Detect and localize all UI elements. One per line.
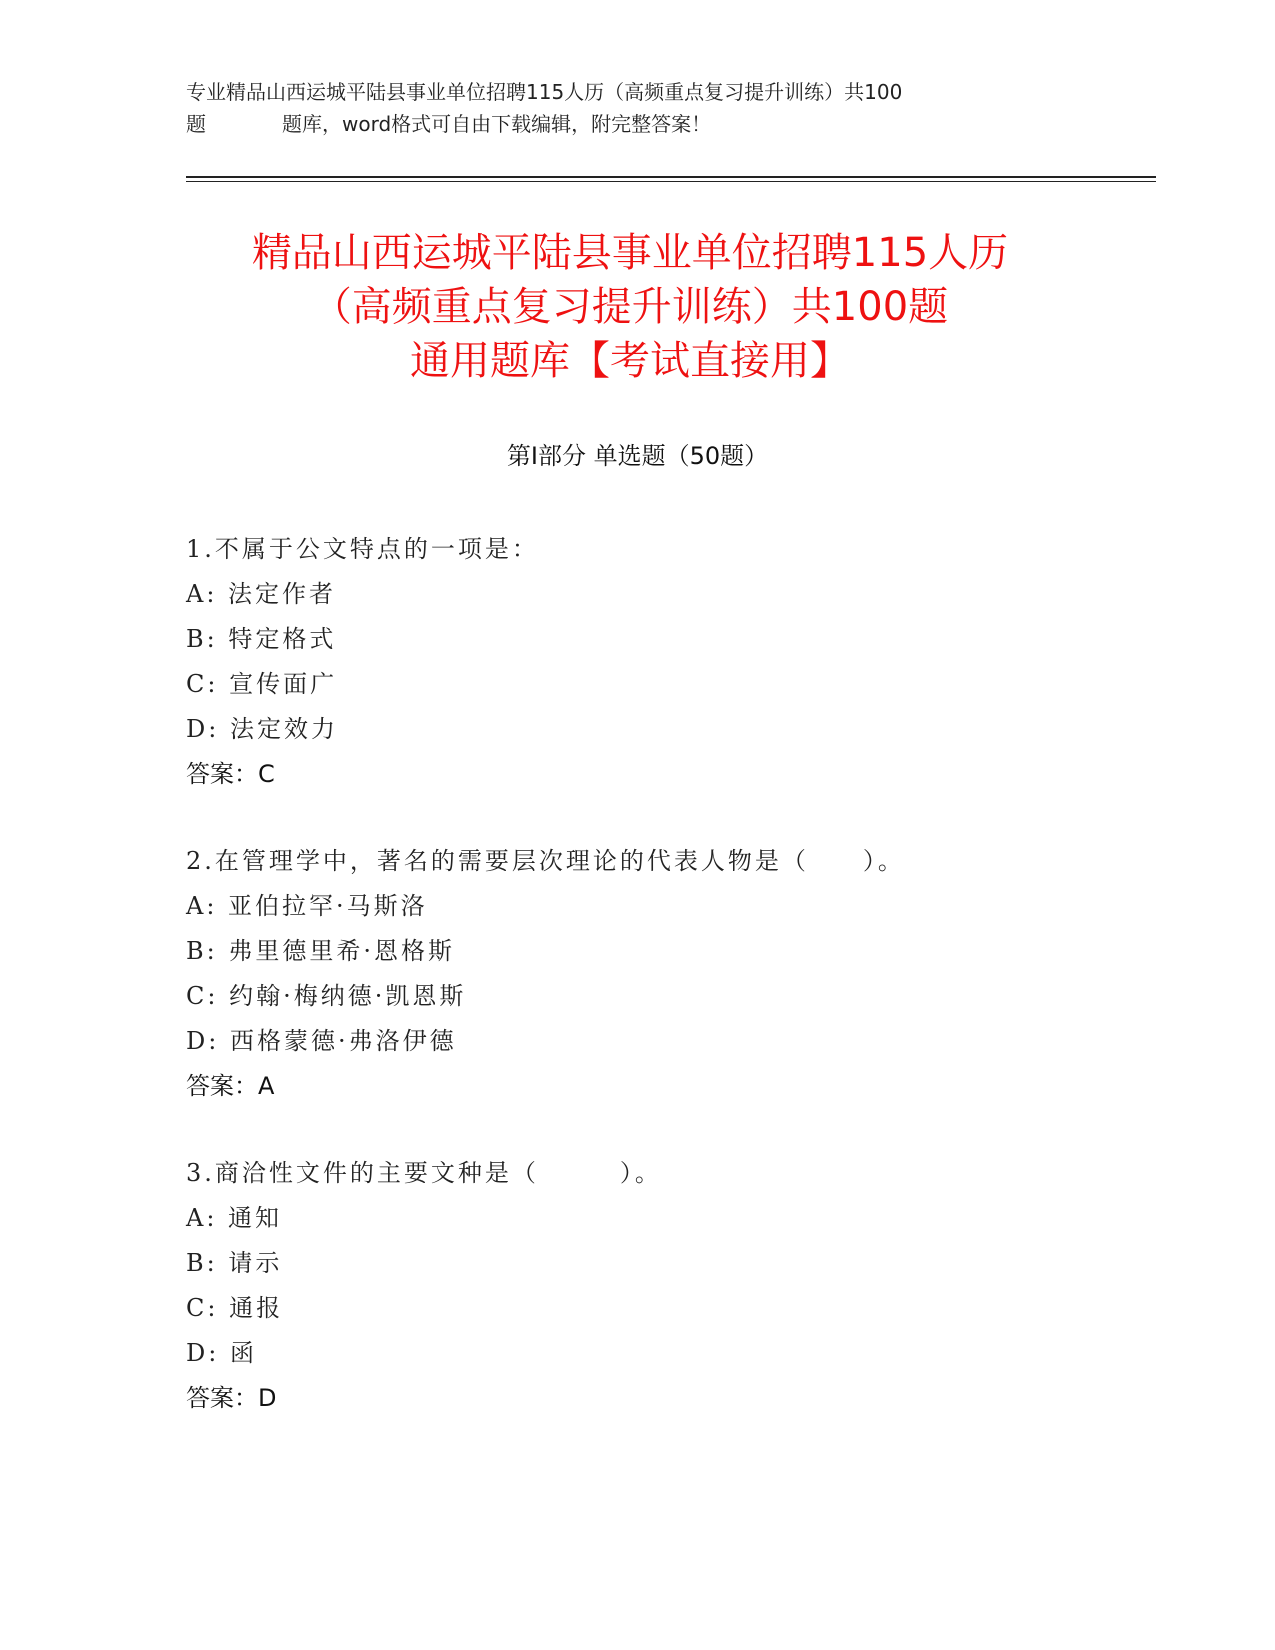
question-1 <box>186 527 1136 797</box>
header-note-line2-start: 题 <box>186 112 206 136</box>
option-a: A: 法定作者 <box>186 580 337 608</box>
question-stem: 1.不属于公文特点的一项是： <box>186 535 539 563</box>
header-note-line2-rest: 题库，word格式可自由下载编辑，附完整答案！ <box>282 112 712 136</box>
header-divider-thick <box>186 176 1156 178</box>
title-line-1: 精品山西运城平陆县事业单位招聘115人历 <box>251 230 1009 276</box>
answer: 答案：A <box>186 1072 275 1100</box>
question-stem: 3.商洽性文件的主要文种是（ ）。 <box>186 1159 662 1187</box>
question-stem: 2.在管理学中，著名的需要层次理论的代表人物是（ ）。 <box>186 847 905 875</box>
option-c: C: 通报 <box>186 1294 284 1322</box>
document-title <box>160 226 1100 388</box>
option-b: B: 特定格式 <box>186 625 337 653</box>
option-c: C: 宣传面广 <box>186 670 338 698</box>
title-line-3: 通用题库【考试直接用】 <box>410 338 850 384</box>
option-a: A: 亚伯拉罕·马斯洛 <box>186 892 428 920</box>
option-c: C: 约翰·梅纳德·凯恩斯 <box>186 982 467 1010</box>
option-b: B: 弗里德里希·恩格斯 <box>186 937 455 965</box>
answer: 答案：C <box>186 760 275 788</box>
option-b: B: 请示 <box>186 1249 283 1277</box>
title-line-2: （高频重点复习提升训练）共100题 <box>311 284 949 330</box>
header-divider-thin <box>186 181 1156 182</box>
question-3 <box>186 1151 1136 1421</box>
option-d: D: 法定效力 <box>186 715 338 743</box>
option-d: D: 函 <box>186 1339 257 1367</box>
answer: 答案：D <box>186 1384 277 1412</box>
header-note-line1: 专业精品山西运城平陆县事业单位招聘115人历（高频重点复习提升训练）共100 <box>186 80 903 104</box>
option-a: A: 通知 <box>186 1204 283 1232</box>
question-2 <box>186 839 1136 1109</box>
question-list <box>186 527 1136 1463</box>
option-d: D: 西格蒙德·弗洛伊德 <box>186 1027 457 1055</box>
section-heading: 第Ⅰ部分 单选题（50题） <box>506 442 769 470</box>
header-note <box>186 76 1086 140</box>
header-note-line2 <box>186 108 1086 140</box>
